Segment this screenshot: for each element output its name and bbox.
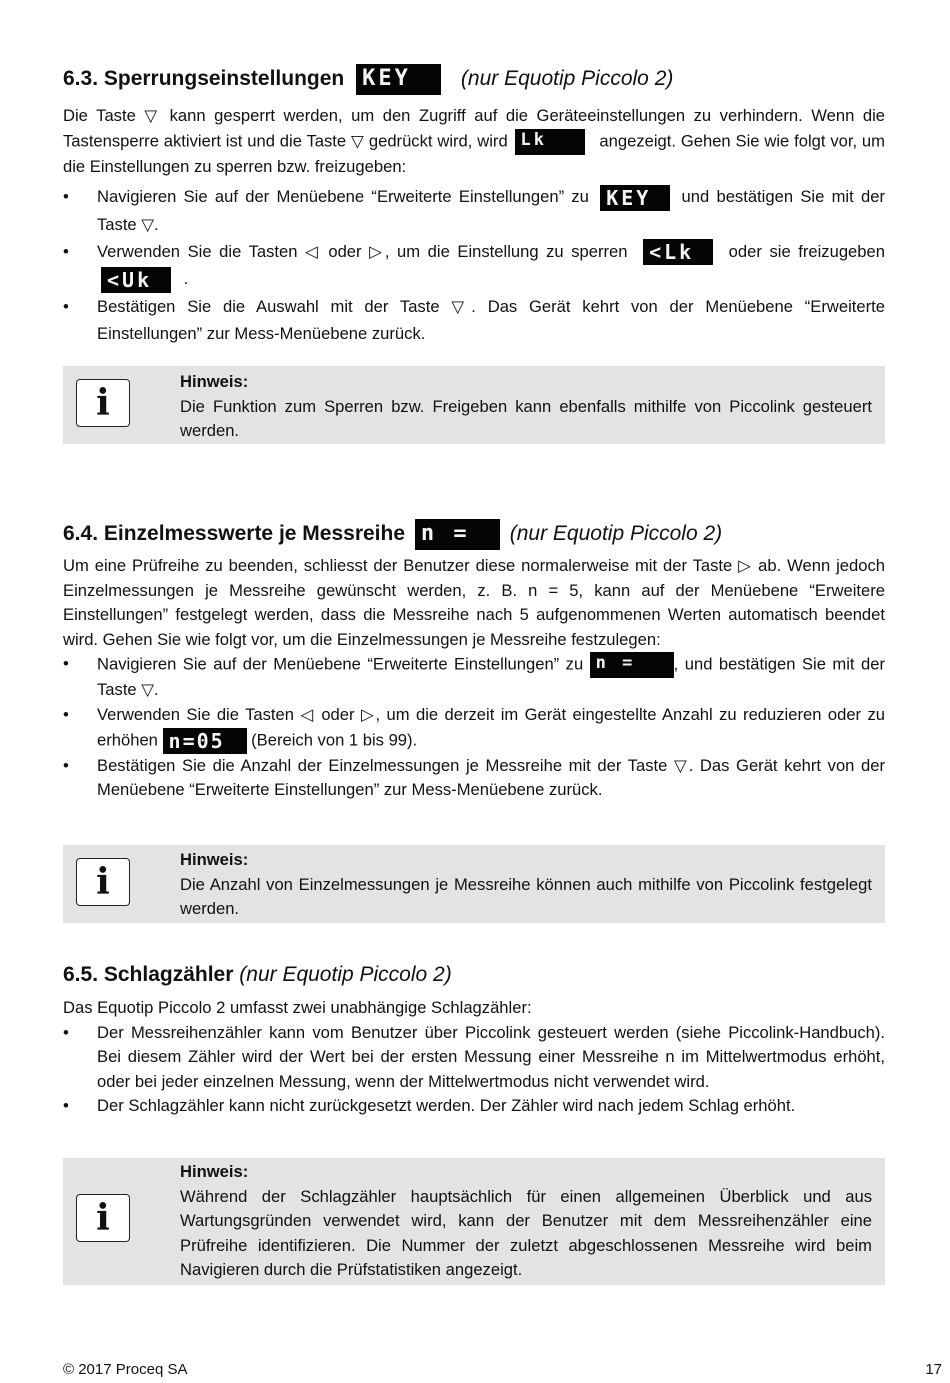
list-item: • Der Schlagzähler kann nicht zurückgesetzt werden. Der Zähler wird nach jedem Schlag erhöht. (63, 1094, 885, 1119)
section-heading (63, 64, 885, 95)
note-text: Während der Schlagzähler hauptsächlich für einen allgemeinen Überblick und aus Wartungsgründen verwendet wird, kann der Benutzer mit dem Messreihenzähler eine Prüfreihe identifizieren. Die Nummer der zuletzt abgeschlossenen Messreihe wird beim Navigieren durch die Prüfstatistiken angezeigt. (180, 1186, 872, 1280)
section-6-3 (63, 64, 885, 95)
section-6-4-body (63, 554, 885, 803)
footer-copyright: © 2017 Proceq SA (63, 1361, 188, 1378)
note-content (180, 1160, 872, 1283)
intro-paragraph: Um eine Prüfreihe zu beenden, schliesst der Benutzer diese normalerweise mit der Taste ▷ ab. Wenn jedoch Einzelmessungen je Messreihe gewünscht werden, z. B. n = 5, kann auf der Menüebene “Erweitere Einstellungen” festgelegt werden, dass die Messreihe nach 5 aufgenommenen Werten automatisch beendet wird. Gehen Sie wie folgt vor, um die Einzelmessungen je Messreihe festzulegen: (63, 556, 885, 649)
intro-text-b: angezeigt. Gehen Sie wie folgt vor, um die Einstellungen zu sperren bzw. freizugeben: (63, 130, 885, 176)
section-6-5-body (63, 996, 885, 1119)
lcd-display-lk: Lk (515, 129, 585, 155)
intro-paragraph: Das Equotip Piccolo 2 umfasst zwei unabhängige Schlagzähler: (63, 998, 532, 1017)
section-heading (63, 519, 885, 550)
section-6-5 (63, 961, 885, 989)
intro-text-a: Die Taste ▽ kann gesperrt werden, um den Zugriff auf die Geräteeinstellungen zu verhindern. Wenn die Tastensperre aktiviert ist und die Taste ▽ gedrückt wird, wird (63, 106, 885, 150)
note-box (63, 366, 885, 444)
step-text-b: , und bestätigen Sie mit der Taste ▽. (97, 654, 885, 700)
section-title: 6.5. Schlagzähler (63, 963, 234, 986)
lcd-display-n: n = (415, 519, 500, 550)
info-icon: i (76, 1194, 130, 1242)
note-text: Die Funktion zum Sperren bzw. Freigeben kann ebenfalls mithilfe von Piccolink gesteuert werden. (180, 396, 872, 441)
step-text-a: Verwenden Sie die Tasten ◁ oder ▷, um die Einstellung zu sperren (97, 241, 628, 261)
lcd-display-unlock: <Uk (101, 267, 171, 293)
step-text-b: oder sie freizugeben (728, 241, 885, 261)
list-item: • Bestätigen Sie die Auswahl mit der Taste ▽. Das Gerät kehrt von der Menüebene “Erweiterte Einstellungen” zur Mess-Menüebene zurück. (63, 293, 885, 347)
note-heading: Hinweis: (180, 372, 249, 391)
steps-list (63, 652, 885, 802)
section-title: 6.4. Einzelmesswerte je Messreihe (63, 522, 406, 546)
section-subtitle: (nur Equotip Piccolo 2) (509, 522, 723, 546)
list-item (63, 652, 885, 703)
lcd-display-n05: n=05 (163, 728, 247, 754)
step-text-c: . (183, 269, 189, 289)
section-subtitle: (nur Equotip Piccolo 2) (239, 963, 452, 986)
note-content (180, 370, 872, 444)
lcd-display-n: n = (590, 652, 674, 678)
lcd-display-key: KEY (356, 64, 441, 95)
info-icon: i (76, 379, 130, 427)
list-item: • Bestätigen Sie die Anzahl der Einzelmessungen je Messreihe mit der Taste ▽. Das Gerät kehrt von der Menüebene “Erweiterte Einstellungen” zur Mess-Menüebene zurück. (63, 754, 885, 803)
section-6-4 (63, 519, 885, 550)
section-heading (63, 961, 885, 989)
intro-paragraph (63, 104, 885, 179)
page-number: 17 (925, 1361, 942, 1378)
step-text-a: Navigieren Sie auf der Menüebene “Erweiterte Einstellungen” zu (97, 187, 589, 207)
section-title: 6.3. Sperrungseinstellungen (63, 67, 345, 91)
section-6-3-body (63, 104, 885, 347)
counter-list (63, 1021, 885, 1119)
list-item (63, 703, 885, 754)
list-item: • Der Messreihenzähler kann vom Benutzer über Piccolink gesteuert werden (siehe Piccolink-Handbuch). Bei diesem Zähler wird der Wert bei der ersten Messung einer Messreihe n im Mittelwertmodus erhöht, oder bei jeder einzelnen Messung, wenn der Mittelwertmodus nicht verwendet wird. (63, 1021, 885, 1095)
list-item (63, 238, 885, 293)
section-subtitle: (nur Equotip Piccolo 2) (460, 67, 674, 91)
info-icon: i (76, 858, 130, 906)
list-item (63, 183, 885, 238)
note-content (180, 848, 872, 922)
step-text-b: und bestätigen Sie mit der Taste ▽. (97, 187, 885, 234)
step-text-b: (Bereich von 1 bis 99). (251, 729, 418, 749)
note-text: Die Anzahl von Einzelmessungen je Messreihe können auch mithilfe von Piccolink festgelegt werden. (180, 874, 872, 919)
note-heading: Hinweis: (180, 850, 249, 869)
steps-list (63, 183, 885, 347)
note-box (63, 1158, 885, 1285)
note-box (63, 845, 885, 923)
note-heading: Hinweis: (180, 1162, 249, 1181)
lcd-display-key: KEY (600, 185, 670, 211)
step-text-a: Verwenden Sie die Tasten ◁ oder ▷, um die derzeit im Gerät eingestellte Anzahl zu reduzieren oder zu erhöhen (97, 704, 885, 749)
lcd-display-lock: <Lk (643, 239, 713, 265)
step-text-a: Navigieren Sie auf der Menüebene “Erweiterte Einstellungen” zu (97, 654, 584, 674)
